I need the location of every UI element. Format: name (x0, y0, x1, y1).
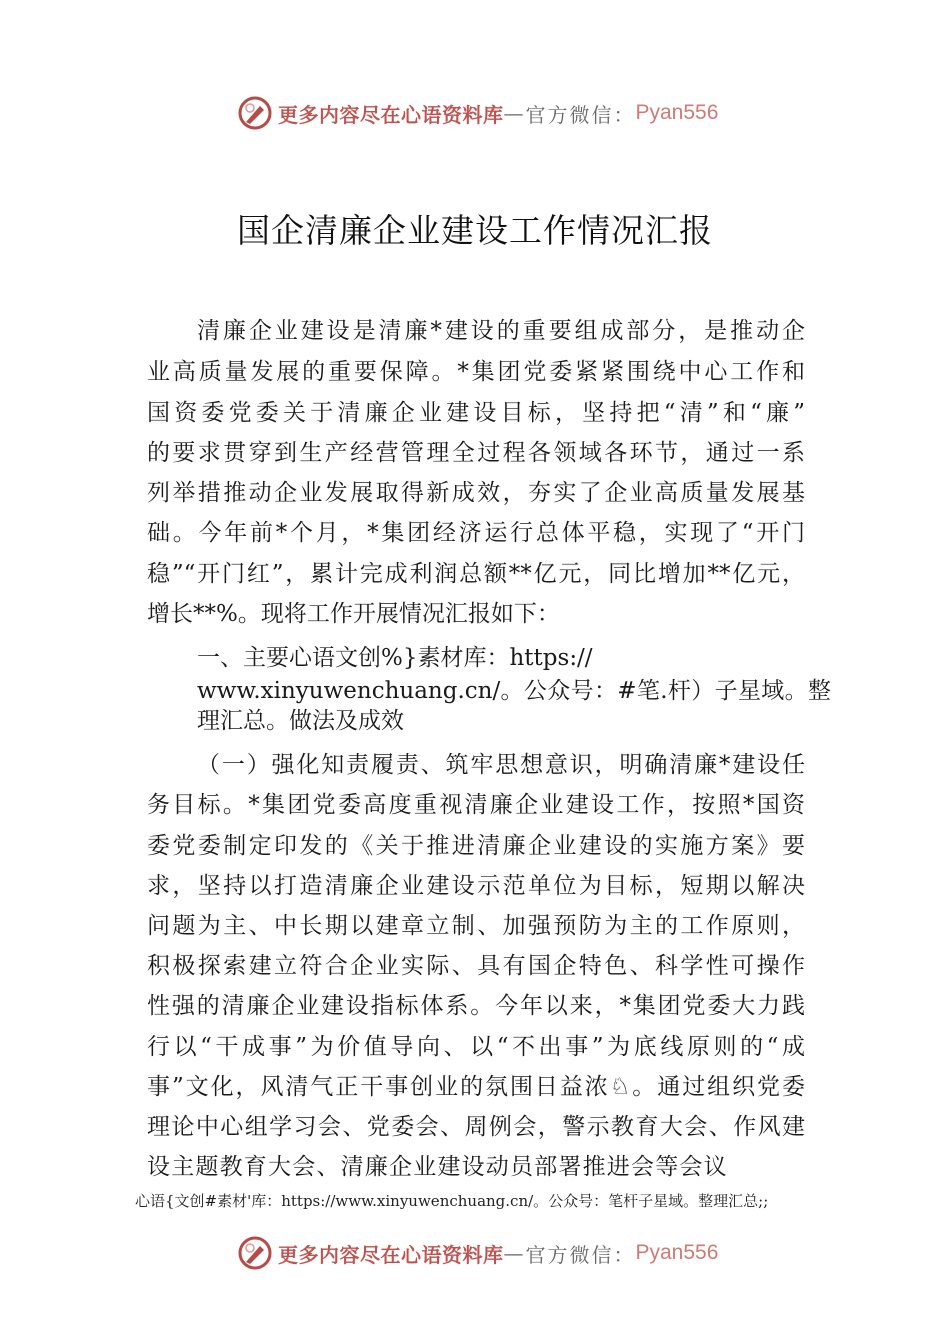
text-line: 事”文化，风清气正干事创业的氛围日益浓♘。通过组织党委 (147, 1074, 805, 1100)
text-line: 理论中心组学习会、党委会、周例会，警示教育大会、作风建 (147, 1114, 805, 1140)
section-heading-line: 理汇总。做法及成效 (197, 708, 404, 734)
text-line: 础。今年前*个月，*集团经济运行总体平稳，实现了“开门 (147, 520, 805, 546)
text-line: 委党委制定印发的《关于推进清廉企业建设的实施方案》要 (147, 833, 805, 859)
text-line: （一）强化知责履责、筑牢思想意识，明确清廉*建设任 (197, 752, 805, 778)
watermark-label: 官方微信： (525, 1242, 636, 1267)
section-heading-line: www.xinyuwenchuang.cn/。公众号：#笔.杆）子星域。整 (197, 678, 831, 704)
text-line: 设主题教育大会、清廉企业建设动员部署推进会等会议 (147, 1154, 728, 1180)
text-line: 的要求贯穿到生产经营管理全过程各领域各环节，通过一系 (147, 440, 805, 466)
text-line: 列举措推动企业发展取得新成效，夯实了企业高质量发展基 (147, 480, 805, 506)
watermark-sep: — (503, 101, 526, 125)
pen-logo-icon (238, 1236, 272, 1270)
text-line: 行以“干成事”为价值导向、以“不出事”为底线原则的“成 (147, 1034, 805, 1060)
footer-note: 心语{文创#素材'库：https://www.xinyuwenchuang.cn/。公众号：笔杆子星域。整理汇总;; (135, 1192, 769, 1210)
watermark-id: Pyan556 (635, 1241, 719, 1264)
text-line: 业高质量发展的重要保障。*集团党委紧紧围绕中心工作和 (147, 359, 805, 385)
text-line: 清廉企业建设是清廉*建设的重要组成部分，是推动企 (197, 318, 805, 344)
watermark-label: 官方微信： (525, 102, 636, 127)
text-line: 增长**%。现将工作开展情况汇报如下： (147, 601, 560, 627)
section-heading-line: 一、主要心语文创%}素材库：https:// (197, 645, 593, 671)
text-line: 积极探索建立符合企业实际、具有国企特色、科学性可操作 (147, 953, 805, 979)
text-line: 务目标。*集团党委高度重视清廉企业建设工作，按照*国资 (147, 792, 805, 818)
text-line: 稳”“开门红”，累计完成利润总额**亿元，同比增加**亿元， (147, 561, 805, 587)
text-line: 求，坚持以打造清廉企业建设示范单位为目标，短期以解决 (147, 873, 805, 899)
watermark-brand: 更多内容尽在心语资料库 (278, 1242, 504, 1267)
watermark-sep: — (503, 1241, 526, 1265)
text-line: 性强的清廉企业建设指标体系。今年以来，*集团党委大力践 (147, 993, 805, 1019)
text-line: 国资委党委关于清廉企业建设目标，坚持把“清”和“廉” (147, 400, 805, 426)
document-title: 国企清廉企业建设工作情况汇报 (237, 211, 713, 250)
watermark-brand: 更多内容尽在心语资料库 (278, 102, 504, 127)
text-line: 问题为主、中长期以建章立制、加强预防为主的工作原则， (147, 913, 805, 939)
watermark-id: Pyan556 (635, 101, 719, 124)
pen-logo-icon (238, 96, 272, 130)
watermark-bottom (238, 1235, 718, 1271)
watermark-top (238, 95, 718, 131)
